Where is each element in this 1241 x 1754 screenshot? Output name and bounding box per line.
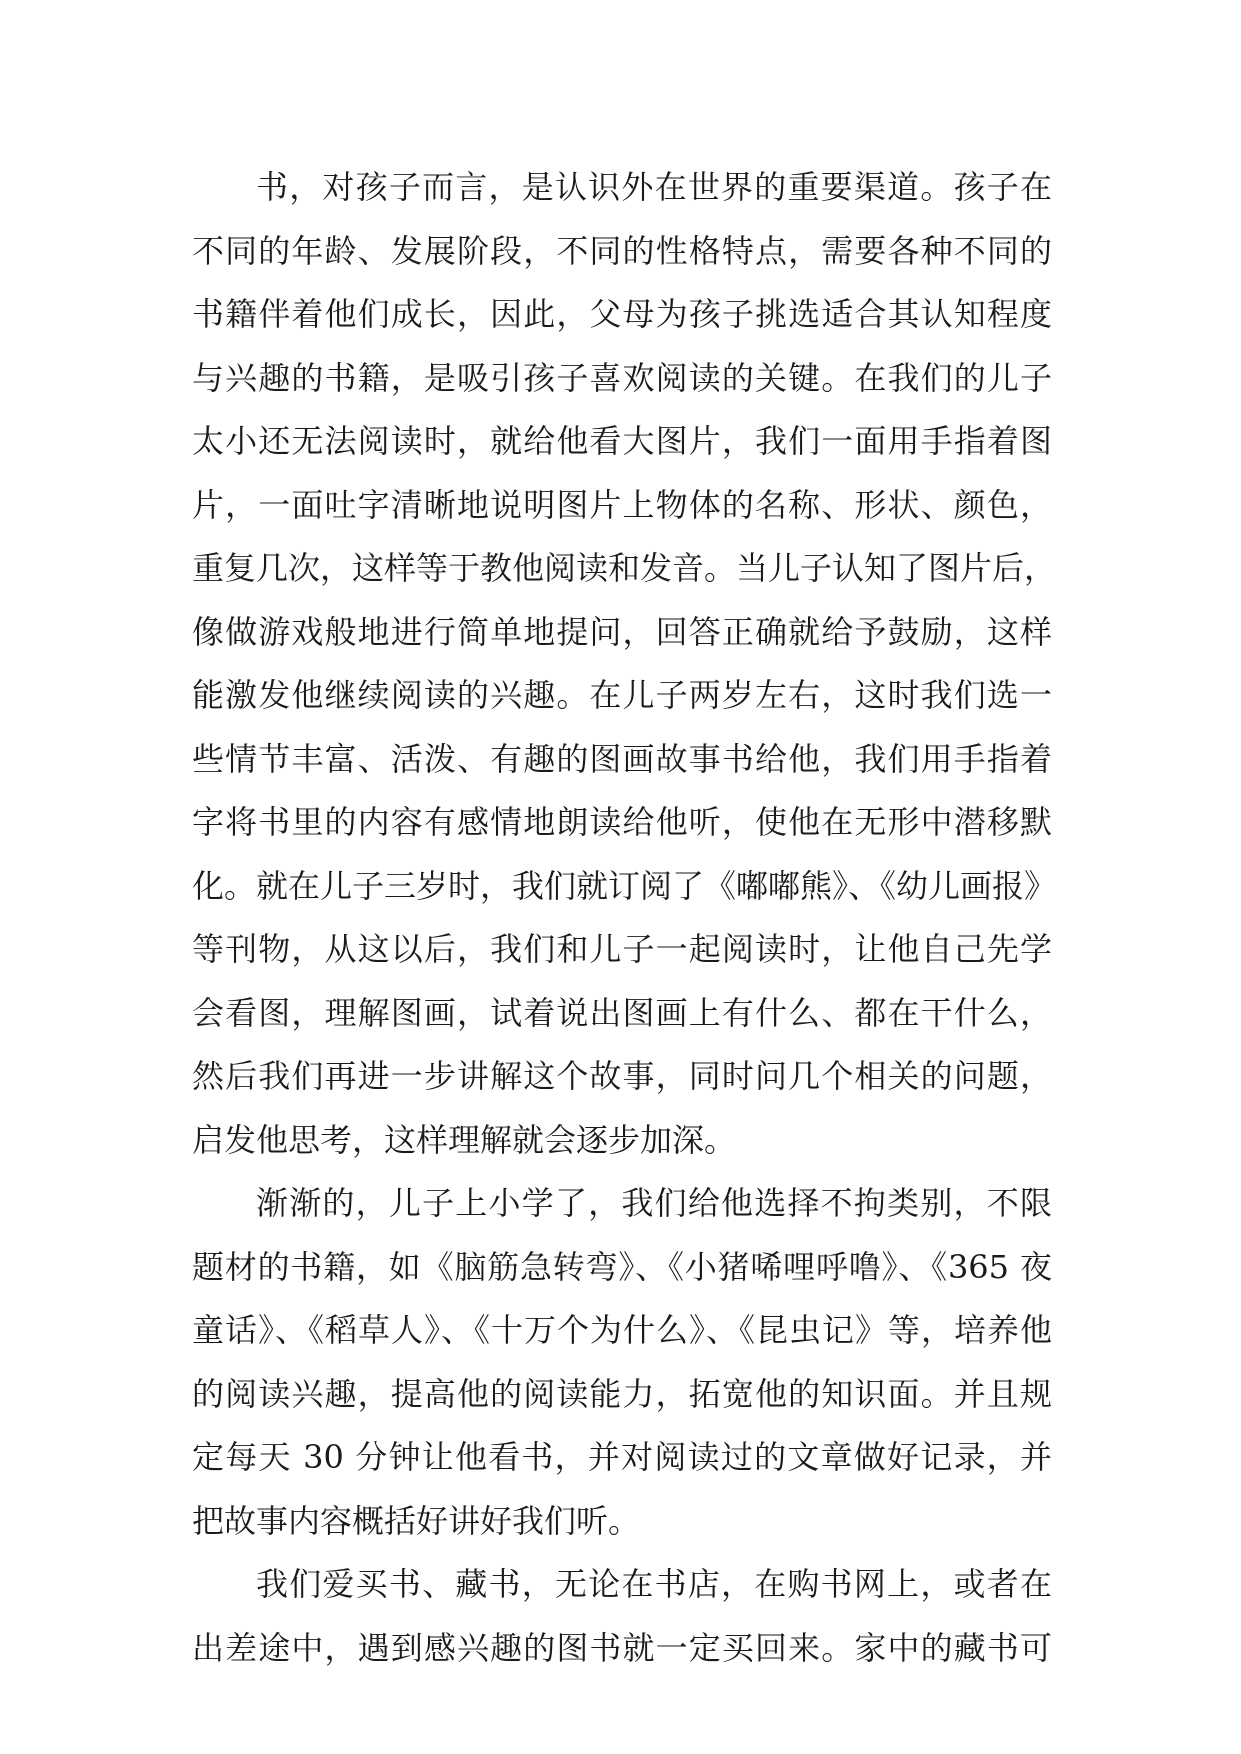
text-line: 然后我们再进一步讲解这个故事，同时问几个相关的问题，	[192, 1057, 1052, 1095]
text-line: 题材的书籍，如《脑筋急转弯》、《小猪唏哩呼噜》、《365 夜	[192, 1247, 1052, 1286]
text-line: 片，一面吐字清晰地说明图片上物体的名称、形状、颜色，	[192, 485, 1052, 524]
text-line: 启发他思考，这样理解就会逐步加深。	[192, 1120, 737, 1159]
text-line: 出差途中，遇到感兴趣的图书就一定买回来。家中的藏书可	[192, 1628, 1052, 1667]
text-line: 不同的年龄、发展阶段，不同的性格特点，需要各种不同的	[192, 231, 1052, 270]
text-line: 的阅读兴趣，提高他的阅读能力，拓宽他的知识面。并且规	[192, 1374, 1052, 1413]
text-line: 童话》、《稻草人》、《十万个为什么》、《昆虫记》等，培养他	[192, 1311, 1052, 1349]
text-line: 书籍伴着他们成长，因此，父母为孩子挑选适合其认知程度	[192, 295, 1052, 333]
text-line: 我们爱买书、藏书，无论在书店，在购书网上，或者在	[256, 1565, 1052, 1603]
text-line: 等刊物，从这以后，我们和儿子一起阅读时，让他自己先学	[192, 930, 1052, 968]
document-body	[192, 156, 1057, 1680]
text-line: 像做游戏般地进行简单地提问，回答正确就给予鼓励，这样	[192, 612, 1052, 651]
text-line: 能激发他继续阅读的兴趣。在儿子两岁左右，这时我们选一	[192, 676, 1052, 714]
text-line: 化。就在儿子三岁时，我们就订阅了《嘟嘟熊》、《幼儿画报》	[192, 866, 1057, 905]
paragraph-3	[192, 1553, 1052, 1680]
text-line: 与兴趣的书籍，是吸引孩子喜欢阅读的关键。在我们的儿子	[192, 358, 1052, 397]
text-line: 把故事内容概括好讲好我们听。	[192, 1501, 641, 1540]
text-line: 会看图，理解图画，试着说出图画上有什么、都在干什么，	[192, 993, 1052, 1032]
text-line: 太小还无法阅读时，就给他看大图片，我们一面用手指着图	[192, 422, 1052, 460]
text-line: 定每天 30 分钟让他看书，并对阅读过的文章做好记录，并	[192, 1438, 1052, 1476]
text-line: 字将书里的内容有感情地朗读给他听，使他在无形中潜移默	[192, 803, 1052, 841]
text-line: 些情节丰富、活泼、有趣的图画故事书给他，我们用手指着	[192, 739, 1052, 778]
paragraph-2	[192, 1172, 1052, 1553]
text-line: 重复几次，这样等于教他阅读和发音。当儿子认知了图片后，	[192, 549, 1057, 587]
text-line: 书，对孩子而言，是认识外在世界的重要渠道。孩子在	[256, 168, 1052, 206]
text-line: 渐渐的，儿子上小学了，我们给他选择不拘类别，不限	[256, 1184, 1052, 1222]
paragraph-1	[192, 156, 1057, 1172]
